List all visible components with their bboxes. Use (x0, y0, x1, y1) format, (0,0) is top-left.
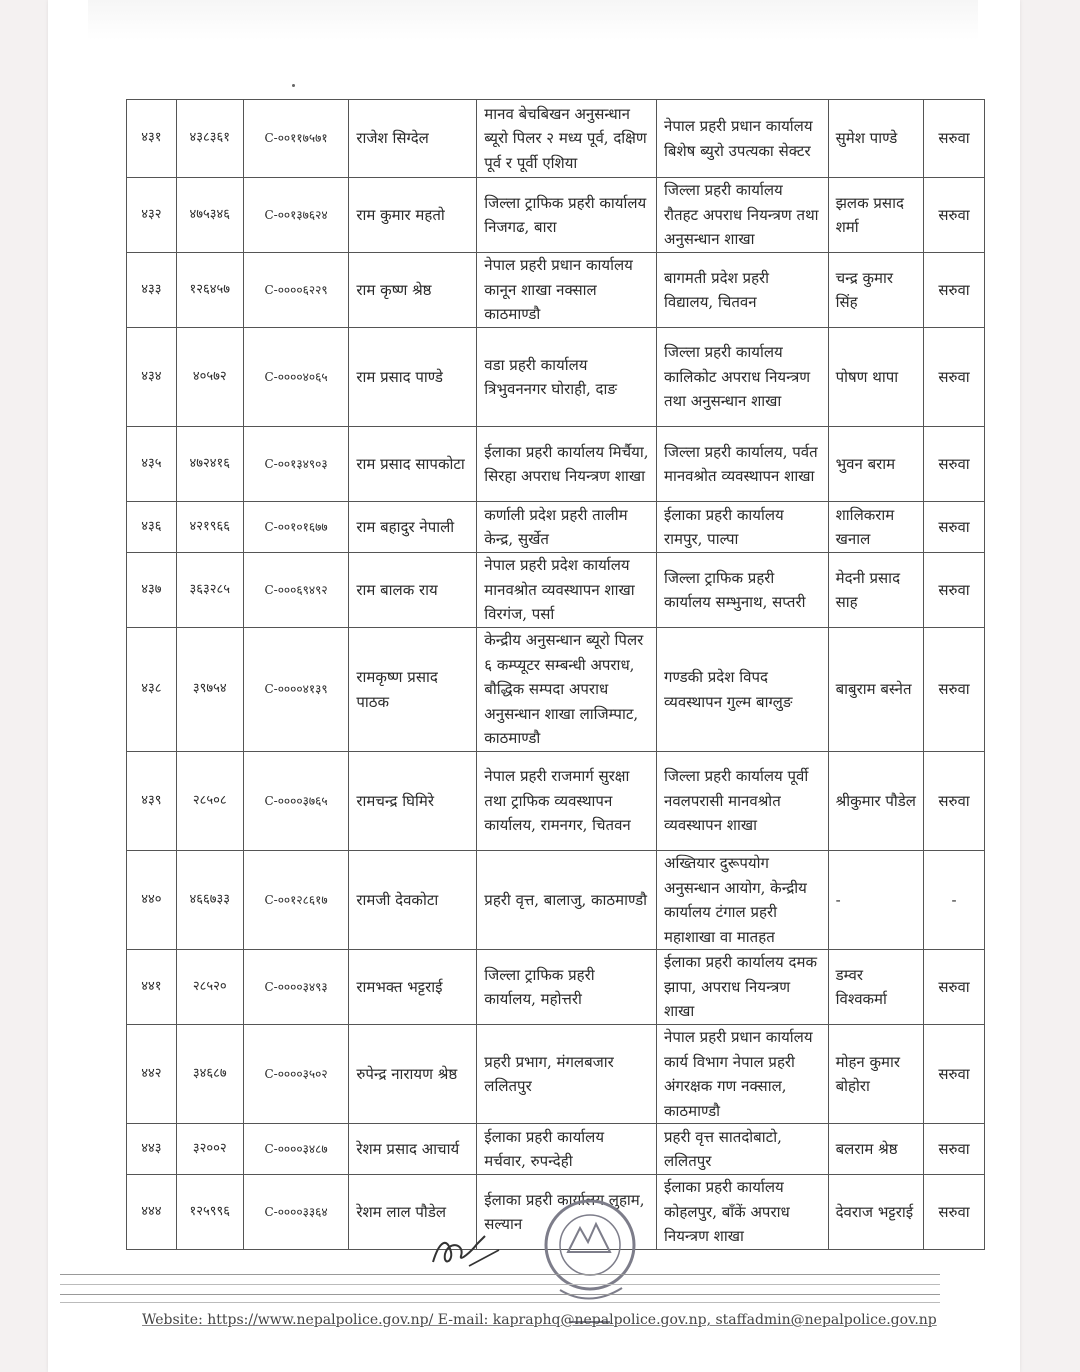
to-office-cell: अख्तियार दुरूपयोग अनुसन्धान आयोग, केन्द्रीय कार्यालय टंगाल प्रहरी महाशाखा वा मातहत (657, 851, 829, 950)
code-cell: C-००१२८६१७ (243, 851, 349, 950)
from-office-cell: केन्द्रीय अनुसन्धान ब्यूरो पिलर ६ कम्प्यूटर सम्बन्धी अपराध, बौद्धिक सम्पदा अपराध अनुसन्धान शाखा लाजिम्पाट, काठमाण्डौ (477, 628, 657, 752)
id-cell: ४७२४१६ (176, 427, 243, 502)
remark-cell: सरुवा (924, 628, 985, 752)
table-row (127, 950, 985, 1025)
remark-cell: सरुवा (924, 1175, 985, 1250)
serial-cell: ४४० (127, 851, 177, 950)
to-office-cell: जिल्ला प्रहरी कार्यालय पूर्वी नवलपरासी मानवश्रोत व्यवस्थापन शाखा (657, 752, 829, 851)
from-office-cell: नेपाल प्रहरी प्रधान कार्यालय कानून शाखा नक्साल काठमाण्डौ (477, 253, 657, 328)
from-office-cell: प्रहरी प्रभाग, मंगलबजार ललितपुर (477, 1025, 657, 1124)
name-cell: राम कृष्ण श्रेष्ठ (349, 253, 477, 328)
id-cell: ४७५३४६ (176, 178, 243, 253)
from-office-cell: नेपाल प्रहरी राजमार्ग सुरक्षा तथा ट्राफिक व्यवस्थापन कार्यालय, रामनगर, चितवन (477, 752, 657, 851)
from-office-cell: जिल्ला ट्राफिक प्रहरी कार्यालय निजगढ, बारा (477, 178, 657, 253)
signature-mark (425, 1222, 505, 1272)
from-office-cell: ईलाका प्रहरी कार्यालय मिर्चैया, सिरहा अपराध नियन्त्रण शाखा (477, 427, 657, 502)
to-office-cell: जिल्ला प्रहरी कार्यालय कालिकोट अपराध नियन्त्रण तथा अनुसन्धान शाखा (657, 328, 829, 427)
to-office-cell: नेपाल प्रहरी प्रधान कार्यालय कार्य विभाग नेपाल प्रहरी अंगरक्षक गण नक्साल, काठमाण्डौ (657, 1025, 829, 1124)
remark-cell: सरुवा (924, 553, 985, 628)
replacement-cell: मेदनी प्रसाद साह (828, 553, 923, 628)
to-office-cell: ईलाका प्रहरी कार्यालय रामपुर, पाल्पा (657, 502, 829, 553)
name-cell: राजेश सिग्देल (349, 100, 477, 178)
scan-speck (292, 84, 295, 87)
replacement-cell: भुवन बराम (828, 427, 923, 502)
remark-cell: सरुवा (924, 502, 985, 553)
serial-cell: ४३३ (127, 253, 177, 328)
remark-cell: सरुवा (924, 100, 985, 178)
to-office-cell: जिल्ला प्रहरी कार्यालय, पर्वत मानवश्रोत व्यवस्थापन शाखा (657, 427, 829, 502)
name-cell: राम कुमार महतो (349, 178, 477, 253)
code-cell: C-००१०१६७७ (243, 502, 349, 553)
replacement-cell: डम्वर विश्वकर्मा (828, 950, 923, 1025)
serial-cell: ४३२ (127, 178, 177, 253)
replacement-cell: सुमेश पाण्डे (828, 100, 923, 178)
footer-rules (60, 1270, 940, 1310)
remark-cell: सरुवा (924, 1025, 985, 1124)
serial-cell: ४४४ (127, 1175, 177, 1250)
id-cell: ३२००२ (176, 1124, 243, 1175)
serial-cell: ४४१ (127, 950, 177, 1025)
serial-cell: ४३६ (127, 502, 177, 553)
code-cell: C-००१३७६२४ (243, 178, 349, 253)
remark-cell: सरुवा (924, 253, 985, 328)
id-cell: २८५०८ (176, 752, 243, 851)
from-office-cell: ईलाका प्रहरी कार्यालय मर्चवार, रुपन्देही (477, 1124, 657, 1175)
replacement-cell: शालिकराम खनाल (828, 502, 923, 553)
id-cell: ४०५७२ (176, 328, 243, 427)
id-cell: ४३८३६१ (176, 100, 243, 178)
table-body (127, 100, 985, 1250)
id-cell: ४६६७३३ (176, 851, 243, 950)
serial-cell: ४३८ (127, 628, 177, 752)
id-cell: ४२१९६६ (176, 502, 243, 553)
to-office-cell: ईलाका प्रहरी कार्यालय दमक झापा, अपराध नियन्त्रण शाखा (657, 950, 829, 1025)
remark-cell: सरुवा (924, 1124, 985, 1175)
table-row (127, 1124, 985, 1175)
name-cell: रेशम लाल पौडेल (349, 1175, 477, 1250)
from-office-cell: वडा प्रहरी कार्यालय त्रिभुवननगर घोराही, दाङ (477, 328, 657, 427)
replacement-cell: चन्द्र कुमार सिंह (828, 253, 923, 328)
to-office-cell: ईलाका प्रहरी कार्यालय कोहलपुर, बाँकें अपराध नियन्त्रण शाखा (657, 1175, 829, 1250)
remark-cell: सरुवा (924, 427, 985, 502)
id-cell: २८५२० (176, 950, 243, 1025)
serial-cell: ४३७ (127, 553, 177, 628)
serial-cell: ४४२ (127, 1025, 177, 1124)
serial-cell: ४३९ (127, 752, 177, 851)
name-cell: रुपेन्द्र नारायण श्रेष्ठ (349, 1025, 477, 1124)
replacement-cell: - (828, 851, 923, 950)
replacement-cell: मोहन कुमार बोहोरा (828, 1025, 923, 1124)
table-row (127, 178, 985, 253)
name-cell: राम बहादुर नेपाली (349, 502, 477, 553)
serial-cell: ४३१ (127, 100, 177, 178)
code-cell: C-००००६२२९ (243, 253, 349, 328)
id-cell: १२५९९६ (176, 1175, 243, 1250)
replacement-cell: बाबुराम बस्नेत (828, 628, 923, 752)
id-cell: ३९७५४ (176, 628, 243, 752)
from-office-cell: ईलाका प्रहरी कार्यालय लुहाम, सल्यान (477, 1175, 657, 1250)
id-cell: ३६३२८५ (176, 553, 243, 628)
to-office-cell: जिल्ला प्रहरी कार्यालय रौतहट अपराध नियन्त्रण तथा अनुसन्धान शाखा (657, 178, 829, 253)
remark-cell: सरुवा (924, 752, 985, 851)
table-row (127, 427, 985, 502)
to-office-cell: गण्डकी प्रदेश विपद व्यवस्थापन गुल्म बाग्लुङ (657, 628, 829, 752)
scan-haze (88, 0, 978, 40)
transfer-table (126, 99, 985, 1250)
replacement-cell: श्रीकुमार पौडेल (828, 752, 923, 851)
code-cell: C-००१३४९०३ (243, 427, 349, 502)
replacement-cell: बलराम श्रेष्ठ (828, 1124, 923, 1175)
name-cell: रामचन्द्र घिमिरे (349, 752, 477, 851)
code-cell: C-००००३४८७ (243, 1124, 349, 1175)
replacement-cell: देवराज भट्टराई (828, 1175, 923, 1250)
remark-cell: सरुवा (924, 328, 985, 427)
code-cell: C-०००६९४९२ (243, 553, 349, 628)
name-cell: राम प्रसाद पाण्डे (349, 328, 477, 427)
table-row (127, 752, 985, 851)
name-cell: रेशम प्रसाद आचार्य (349, 1124, 477, 1175)
from-office-cell: प्रहरी वृत्त, बालाजु, काठमाण्डौ (477, 851, 657, 950)
name-cell: रामजी देवकोटा (349, 851, 477, 950)
table-row (127, 1025, 985, 1124)
from-office-cell: जिल्ला ट्राफिक प्रहरी कार्यालय, महोत्तरी (477, 950, 657, 1025)
serial-cell: ४३५ (127, 427, 177, 502)
name-cell: रामभक्त भट्टराई (349, 950, 477, 1025)
remark-cell: सरुवा (924, 950, 985, 1025)
footer-contact-line: Website: https://www.nepalpolice.gov.np/ E-mail: kapraphq@nepalpolice.gov.np, staffadmin@nepalpolice.gov.np (142, 1312, 937, 1328)
replacement-cell: पोषण थापा (828, 328, 923, 427)
from-office-cell: मानव बेचबिखन अनुसन्धान ब्यूरो पिलर २ मध्य पूर्व, दक्षिण पूर्व र पूर्वी एशिया (477, 100, 657, 178)
code-cell: C-००००३४९३ (243, 950, 349, 1025)
to-office-cell: प्रहरी वृत्त सातदोबाटो, ललितपुर (657, 1124, 829, 1175)
remark-cell: - (924, 851, 985, 950)
name-cell: राम बालक राय (349, 553, 477, 628)
code-cell: C-००००४०६५ (243, 328, 349, 427)
from-office-cell: नेपाल प्रहरी प्रदेश कार्यालय मानवश्रोत व्यवस्थापन शाखा विरगंज, पर्सा (477, 553, 657, 628)
table-row (127, 100, 985, 178)
id-cell: ३४६८७ (176, 1025, 243, 1124)
replacement-cell: झलक प्रसाद शर्मा (828, 178, 923, 253)
table-row (127, 628, 985, 752)
serial-cell: ४३४ (127, 328, 177, 427)
name-cell: राम प्रसाद सापकोटा (349, 427, 477, 502)
name-cell: रामकृष्ण प्रसाद पाठक (349, 628, 477, 752)
code-cell: C-००११७५७१ (243, 100, 349, 178)
code-cell: C-००००४१३९ (243, 628, 349, 752)
remark-cell: सरुवा (924, 178, 985, 253)
table-row (127, 502, 985, 553)
to-office-cell: बागमती प्रदेश प्रहरी विद्यालय, चितवन (657, 253, 829, 328)
table-row (127, 328, 985, 427)
table-row (127, 553, 985, 628)
code-cell: C-००००३३६४ (243, 1175, 349, 1250)
serial-cell: ४४३ (127, 1124, 177, 1175)
table-row (127, 851, 985, 950)
to-office-cell: नेपाल प्रहरी प्रधान कार्यालय बिशेष ब्युरो उपत्यका सेक्टर (657, 100, 829, 178)
code-cell: C-००००३७६५ (243, 752, 349, 851)
id-cell: १२६४५७ (176, 253, 243, 328)
code-cell: C-००००३५०२ (243, 1025, 349, 1124)
table-row (127, 253, 985, 328)
from-office-cell: कर्णाली प्रदेश प्रहरी तालीम केन्द्र, सुर्खेत (477, 502, 657, 553)
to-office-cell: जिल्ला ट्राफिक प्रहरी कार्यालय सम्भुनाथ, सप्तरी (657, 553, 829, 628)
